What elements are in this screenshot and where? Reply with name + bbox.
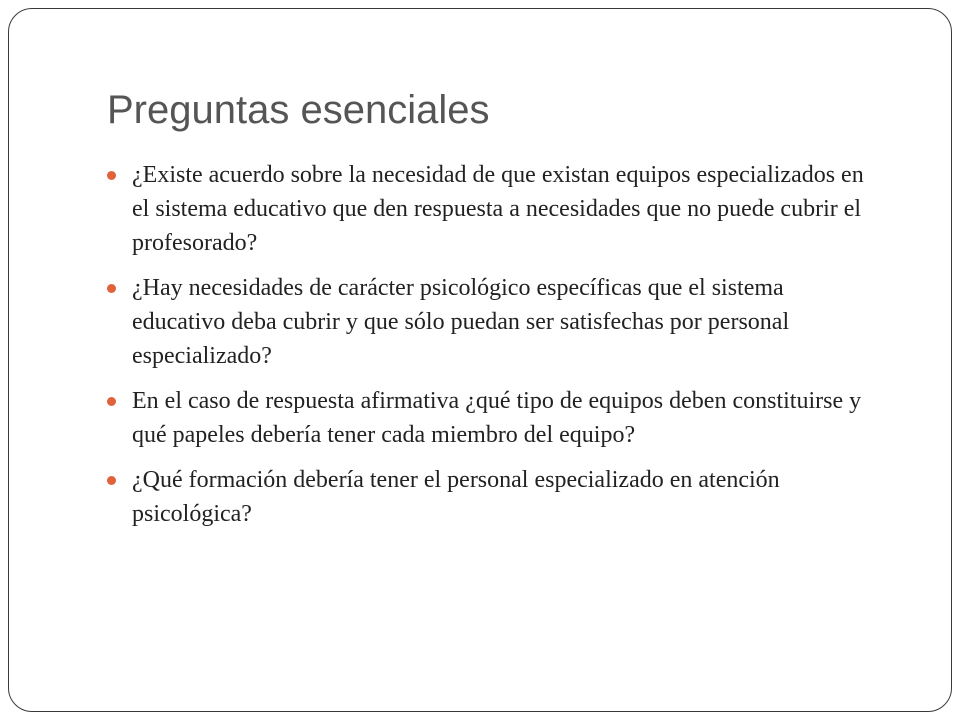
bullet-item	[107, 158, 877, 260]
bullet-dot-icon	[107, 397, 116, 406]
bullet-item	[107, 463, 877, 531]
bullet-dot-icon	[107, 476, 116, 485]
bullet-text: ¿Hay necesidades de carácter psicológico específicas que el sistema educativo deba cubrir y que sólo puedan ser satisfechas por personal especializado?	[132, 275, 790, 369]
bullet-item	[107, 384, 877, 452]
bullet-list	[107, 158, 877, 542]
bullet-text: ¿Qué formación debería tener el personal especializado en atención psicológica?	[132, 467, 780, 527]
bullet-dot-icon	[107, 171, 116, 180]
bullet-text: En el caso de respuesta afirmativa ¿qué tipo de equipos deben constituirse y qué papeles debería tener cada miembro del equipo?	[132, 388, 862, 448]
slide-title: Preguntas esenciales	[107, 88, 490, 132]
bullet-dot-icon	[107, 284, 116, 293]
bullet-item	[107, 271, 877, 373]
bullet-text: ¿Existe acuerdo sobre la necesidad de que existan equipos especializados en el sistema educativo que den respuesta a necesidades que no puede cubrir el profesorado?	[132, 162, 864, 256]
